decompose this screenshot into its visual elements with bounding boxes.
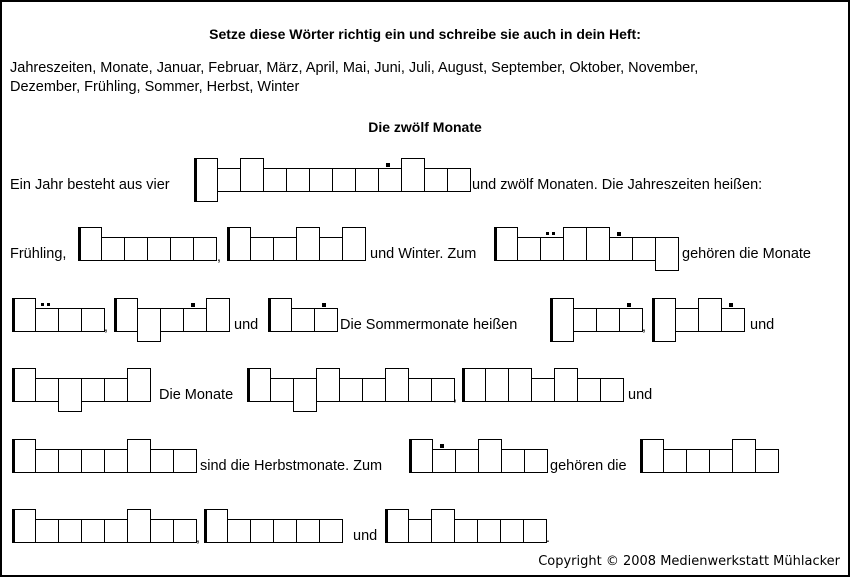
sentence-text: und zwölf Monaten. Die Jahreszeiten heißen: — [472, 177, 763, 193]
word-puzzle-monate[interactable] — [640, 449, 779, 473]
letter-box[interactable] — [455, 449, 479, 473]
letter-box[interactable] — [501, 449, 525, 473]
letter-box[interactable] — [355, 168, 379, 192]
letter-box[interactable] — [206, 298, 230, 332]
letter-box[interactable] — [342, 227, 366, 261]
word-puzzle-april[interactable] — [114, 308, 230, 332]
letter-box[interactable] — [137, 308, 161, 342]
letter-box[interactable] — [652, 298, 676, 342]
letter-box[interactable] — [319, 519, 343, 543]
word-puzzle-september[interactable] — [247, 378, 455, 402]
comma: , — [453, 388, 457, 404]
comma: , — [104, 318, 108, 334]
letter-box[interactable] — [755, 449, 779, 473]
sentence-text: Die Sommermonate heißen — [340, 317, 518, 333]
letter-box[interactable] — [500, 519, 524, 543]
letter-box[interactable] — [619, 308, 643, 332]
letter-box[interactable] — [698, 298, 722, 332]
letter-box[interactable] — [81, 308, 105, 332]
letter-box[interactable] — [554, 368, 578, 402]
letter-box[interactable] — [540, 237, 564, 261]
sentence-text: Frühling, — [10, 246, 67, 262]
letter-box[interactable] — [150, 449, 174, 473]
letter-box[interactable] — [247, 368, 271, 402]
sentence-text: und Winter. Zum — [370, 246, 477, 262]
letter-box[interactable] — [104, 449, 128, 473]
letter-box[interactable] — [362, 378, 386, 402]
letter-box[interactable] — [478, 439, 502, 473]
letter-box[interactable] — [721, 308, 745, 332]
word-puzzle-oktober[interactable] — [462, 378, 624, 402]
letter-box[interactable] — [523, 519, 547, 543]
word-puzzle-dezember[interactable] — [12, 519, 197, 543]
sentence-text: und — [353, 528, 378, 544]
letter-box[interactable] — [78, 227, 102, 261]
letter-box[interactable] — [58, 519, 82, 543]
letter-box[interactable] — [385, 509, 409, 543]
letter-box[interactable] — [12, 509, 36, 543]
word-bank — [10, 59, 810, 97]
word-puzzle-januar[interactable] — [204, 519, 343, 543]
letter-box[interactable] — [508, 368, 532, 402]
period: . — [546, 529, 550, 545]
letter-box[interactable] — [286, 168, 310, 192]
word-puzzle-mai[interactable] — [268, 308, 338, 332]
letter-box[interactable] — [640, 439, 664, 473]
letter-box[interactable] — [586, 227, 610, 261]
letter-box[interactable] — [431, 509, 455, 543]
letter-box[interactable] — [663, 449, 687, 473]
letter-box[interactable] — [250, 519, 274, 543]
letter-box[interactable] — [293, 378, 317, 412]
word-puzzle-november[interactable] — [12, 449, 197, 473]
letter-box[interactable] — [173, 519, 197, 543]
letter-box[interactable] — [494, 227, 518, 261]
letter-box[interactable] — [227, 519, 251, 543]
letter-box[interactable] — [424, 168, 448, 192]
letter-box[interactable] — [160, 308, 184, 332]
sentence-text: gehören die — [550, 458, 627, 474]
letter-box[interactable] — [609, 237, 633, 261]
letter-box[interactable] — [675, 308, 699, 332]
letter-box[interactable] — [686, 449, 710, 473]
word-bank-line-2: Dezember, Frühling, Sommer, Herbst, Winter — [10, 79, 300, 95]
letter-box[interactable] — [204, 509, 228, 543]
letter-box[interactable] — [577, 378, 601, 402]
sentence-text: sind die Herbstmonate. Zum — [200, 458, 383, 474]
worksheet-subtitle: Die zwölf Monate — [368, 119, 482, 135]
letter-box[interactable] — [170, 237, 194, 261]
sentence-text: und — [234, 317, 259, 333]
letter-box[interactable] — [563, 227, 587, 261]
letter-box[interactable] — [573, 308, 597, 332]
letter-box[interactable] — [596, 308, 620, 332]
letter-box[interactable] — [217, 168, 241, 192]
comma: , — [217, 248, 221, 264]
letter-box[interactable] — [454, 519, 478, 543]
word-puzzle-fruehling[interactable] — [494, 237, 679, 261]
letter-box[interactable] — [709, 449, 733, 473]
sentence-text: und — [750, 317, 775, 333]
letter-box[interactable] — [378, 168, 402, 192]
sentence-text: Ein Jahr besteht aus vier — [10, 177, 170, 193]
letter-box[interactable] — [81, 449, 105, 473]
letter-box[interactable] — [127, 439, 151, 473]
letter-box[interactable] — [408, 519, 432, 543]
word-puzzle-herbst[interactable] — [227, 237, 366, 261]
letter-box[interactable] — [101, 237, 125, 261]
letter-box[interactable] — [183, 308, 207, 332]
letter-box[interactable] — [114, 298, 138, 332]
comma: , — [196, 529, 200, 545]
letter-box[interactable] — [12, 298, 36, 332]
word-puzzle-juli[interactable] — [652, 308, 745, 332]
letter-box[interactable] — [732, 439, 756, 473]
letter-box[interactable] — [409, 439, 433, 473]
sentence-text: gehören die Monate — [682, 246, 811, 262]
letter-box[interactable] — [477, 519, 501, 543]
letter-box[interactable] — [462, 368, 486, 402]
word-puzzle-juni[interactable] — [550, 308, 643, 332]
letter-box[interactable] — [655, 237, 679, 271]
letter-box[interactable] — [193, 237, 217, 261]
instruction-heading: Setze diese Wörter richtig ein und schreibe sie auch in dein Heft: — [209, 26, 641, 42]
letter-box[interactable] — [227, 227, 251, 261]
word-puzzle-maerz[interactable] — [12, 308, 105, 332]
letter-box[interactable] — [314, 308, 338, 332]
word-puzzle-februar[interactable] — [385, 519, 547, 543]
letter-box[interactable] — [12, 368, 36, 402]
letter-box[interactable] — [240, 158, 264, 192]
letter-box[interactable] — [319, 237, 343, 261]
letter-box[interactable] — [35, 519, 59, 543]
word-puzzle-winter[interactable] — [409, 449, 548, 473]
letter-box[interactable] — [270, 378, 294, 402]
letter-box[interactable] — [173, 449, 197, 473]
letter-box[interactable] — [124, 237, 148, 261]
letter-box[interactable] — [35, 378, 59, 402]
letter-box[interactable] — [81, 519, 105, 543]
word-puzzle-august[interactable] — [12, 378, 151, 402]
letter-box[interactable] — [332, 168, 356, 192]
letter-box[interactable] — [81, 378, 105, 402]
letter-box[interactable] — [447, 168, 471, 192]
letter-box[interactable] — [600, 378, 624, 402]
letter-box[interactable] — [632, 237, 656, 261]
letter-box[interactable] — [316, 368, 340, 402]
word-bank-line-1: Jahreszeiten, Monate, Januar, Februar, März, April, Mai, Juni, Juli, August, September, Oktober, November, — [10, 60, 699, 76]
comma: , — [642, 318, 646, 334]
letter-box[interactable] — [58, 378, 82, 412]
letter-box[interactable] — [127, 368, 151, 402]
letter-box[interactable] — [273, 237, 297, 261]
letter-box[interactable] — [485, 368, 509, 402]
letter-box[interactable] — [339, 378, 363, 402]
letter-box[interactable] — [35, 449, 59, 473]
letter-box[interactable] — [12, 439, 36, 473]
letter-box[interactable] — [250, 237, 274, 261]
copyright-notice: Copyright © 2008 Medienwerkstatt Mühlacker — [538, 554, 840, 569]
letter-box[interactable] — [150, 519, 174, 543]
letter-box[interactable] — [147, 237, 171, 261]
letter-box[interactable] — [432, 449, 456, 473]
letter-box[interactable] — [550, 298, 574, 342]
letter-box[interactable] — [524, 449, 548, 473]
letter-box[interactable] — [273, 519, 297, 543]
letter-box[interactable] — [296, 519, 320, 543]
letter-box[interactable] — [291, 308, 315, 332]
letter-box[interactable] — [104, 519, 128, 543]
letter-box[interactable] — [268, 298, 292, 332]
letter-box[interactable] — [35, 308, 59, 332]
letter-box[interactable] — [531, 378, 555, 402]
letter-box[interactable] — [263, 168, 287, 192]
letter-box[interactable] — [401, 158, 425, 192]
letter-box[interactable] — [385, 368, 409, 402]
letter-box[interactable] — [127, 509, 151, 543]
letter-box[interactable] — [104, 378, 128, 402]
letter-box[interactable] — [517, 237, 541, 261]
word-puzzle-sommer[interactable] — [78, 237, 217, 261]
word-puzzle-jahreszeiten[interactable] — [194, 168, 471, 192]
letter-box[interactable] — [408, 378, 432, 402]
letter-box[interactable] — [58, 449, 82, 473]
letter-box[interactable] — [431, 378, 455, 402]
letter-box[interactable] — [194, 158, 218, 202]
letter-box[interactable] — [309, 168, 333, 192]
sentence-text: und — [628, 387, 653, 403]
sentence-text: Die Monate — [159, 387, 234, 403]
letter-box[interactable] — [58, 308, 82, 332]
letter-box[interactable] — [296, 227, 320, 261]
